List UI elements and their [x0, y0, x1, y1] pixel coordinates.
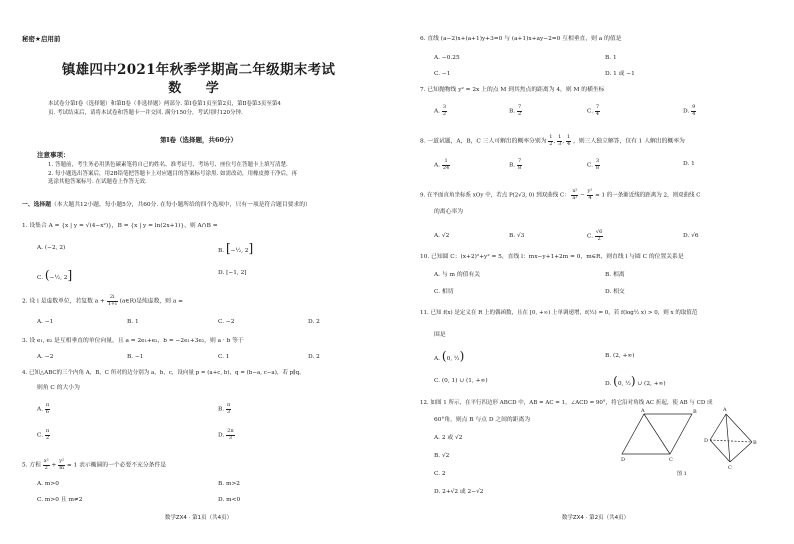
denominator: 8: [595, 164, 600, 171]
fraction: [442, 105, 447, 117]
question-12-stem-2: 60°角，则点 B 与点 D 之间的距离为: [434, 417, 531, 423]
fraction: [595, 230, 603, 242]
numerator: 2π: [227, 428, 234, 434]
q3-option-b: B. −1: [127, 354, 144, 360]
option-letter: B.: [218, 406, 225, 413]
point-label-c: C: [728, 465, 732, 471]
point-label-c: C: [669, 457, 673, 463]
option-letter: A.: [434, 356, 441, 362]
edge: [710, 414, 726, 440]
denominator: 6: [45, 408, 50, 415]
point-label-b: B: [693, 409, 697, 415]
denominator: 2: [597, 235, 601, 242]
intro-line: 页. 考试结束后，请将本试卷和答题卡一并交回. 满分150分，考试用时120分钟.: [48, 109, 243, 116]
q1-option-d: D. [−1, 2]: [218, 270, 247, 276]
q4-option-b: [218, 403, 231, 415]
edge: [726, 414, 752, 442]
q2-option-c: C. −2: [218, 319, 235, 325]
numerator: x²: [43, 458, 49, 464]
q5-option-b: B. m>2: [218, 481, 240, 487]
option-letter: C.: [587, 162, 594, 169]
paren-open: (: [613, 374, 618, 388]
subject-title: 数 学: [168, 81, 229, 96]
stem-part: (a∈R)是纯虚数，则 a =: [119, 298, 183, 305]
fraction: [691, 105, 696, 117]
q6-option-b: B. 1: [605, 55, 617, 61]
question-3-stem: 3. 设 e₁, e₂ 是互相垂直的单位向量，且 a = 2e₁+e₂，b = −2e₁+3e₂，则 a · b 等于: [22, 338, 244, 344]
bracket-close: ]: [248, 241, 254, 255]
numerator: 3: [595, 158, 600, 164]
section-label: 一、选择题: [22, 202, 51, 208]
point-label-a: A: [723, 407, 727, 413]
plus-sign: +: [51, 462, 57, 469]
q10-option-b: B. 相离: [605, 272, 625, 278]
option-letter: C.: [587, 108, 594, 115]
fraction: [566, 135, 571, 147]
paren-close: ): [630, 374, 636, 388]
q10-option-d: D. 相交: [605, 289, 625, 295]
numerator: 2i: [107, 295, 118, 302]
intro-paragraph: [48, 100, 378, 117]
note-line: 1. 答题前，考生务必用黑色碳素笔将自己的姓名、准考证号、考场号、座位号在答题卡上填写清楚.: [48, 162, 288, 168]
denominator: 3: [558, 140, 562, 147]
question-8-stem: 8. 一道试题，A，B，C 三人可解出的概率分别为 $\frac{1}{2}$ , $\frac{1}{3}$ , $\frac{1}{4}$ ，则三人独立解答，仅有 1 人解出的概率为: [420, 134, 685, 147]
q7-option-c: [587, 105, 600, 117]
numerator: π: [45, 402, 50, 408]
stem-part: 9. 在平面直角坐标系 xOy 中，若点 P(2√3, 0) 到双曲线 C：: [420, 192, 570, 199]
page-footer: 数学ZX4 · 第1页（共4页）: [164, 515, 233, 521]
edge: [726, 414, 730, 462]
paren-open: (: [441, 349, 447, 363]
q1-option-a: A. (−2, 2): [37, 245, 66, 251]
page-footer: 数学ZX4 · 第2页（共4页）: [561, 515, 630, 521]
interval: −½, 2: [49, 275, 68, 281]
denominator: a²: [572, 194, 578, 201]
denominator: 2: [44, 464, 48, 471]
fraction: [517, 159, 522, 171]
q9-option-d: D. √6: [683, 233, 699, 239]
numerator: y²: [587, 188, 593, 194]
option-letter: C.: [587, 233, 594, 240]
denominator: 3: [227, 408, 231, 415]
diagonal-ac: [644, 414, 670, 454]
confidential-label: 秘密★启用前: [22, 35, 61, 43]
stem-part: = 1 的一条渐近线的距离为 2，则双曲线 C: [595, 192, 701, 199]
option-letter: B.: [509, 162, 516, 169]
volume-heading: 第Ⅰ卷（选择题，共60分）: [159, 136, 238, 144]
hidden-edge: [710, 440, 752, 442]
section-heading: [22, 203, 311, 209]
stem-part: = 1 表示椭圆的一个必要不充分条件是: [66, 462, 167, 469]
q2-option-d: D. 2: [308, 319, 320, 325]
option-letter: D.: [605, 381, 612, 387]
q12-option-b: B. √2: [434, 453, 450, 459]
union-part: ∪ (2, +∞): [637, 381, 666, 387]
fraction: [548, 135, 553, 147]
q4-option-a: [37, 403, 50, 415]
stem-part: 8. 一道试题，A，B，C 三人可解出的概率分别为: [420, 138, 547, 145]
q12-option-a: A. 2 或 √2: [434, 435, 463, 441]
q9-option-c: [587, 230, 603, 242]
q5-option-d: D. m<0: [218, 497, 241, 503]
question-2-stem: [22, 295, 183, 307]
numerator: 1: [567, 134, 571, 140]
numerator: 1: [558, 134, 562, 140]
q7-option-d: [683, 105, 696, 117]
fraction: [45, 429, 50, 441]
note-line: 2. 每小题选出答案后，用2B铅笔把答题卡上对应题目的答案标号涂黑. 如需改动，用橡皮擦干净后，再: [48, 170, 298, 177]
fraction: [557, 135, 562, 147]
option-letter: C.: [37, 275, 44, 281]
denominator: 4: [595, 110, 600, 117]
denominator: 8: [517, 164, 522, 171]
q6-option-c: C. −1: [434, 71, 451, 77]
bracket-open: (: [44, 268, 50, 282]
q3-option-d: D. 2: [308, 354, 320, 360]
denominator: 2: [45, 434, 50, 441]
option-letter: B.: [218, 248, 225, 254]
question-4-stem: 4. 已知△ABC的三个内角 A，B，C 所对的边分别为 a，b，c，设向量 p = (a+c, b)，q = (b−a, c−a)，若 p∥q，: [22, 370, 305, 376]
interval: 0, ½: [617, 381, 631, 387]
fraction: [45, 403, 50, 415]
section-instructions: （本大题共12小题，每小题5分，共60分. 在每小题所给的四个选项中，只有一项是符合题目要求的）: [51, 202, 311, 208]
denominator: 2: [549, 140, 553, 147]
fraction: [587, 189, 594, 201]
minus-sign: −: [580, 192, 585, 199]
q8-option-d: D. 1: [683, 161, 695, 167]
numerator: 1: [442, 159, 450, 166]
question-4-stem-2: 则角 C 的大小为: [37, 385, 80, 391]
denominator: 3: [228, 434, 232, 441]
numerator: x²: [572, 188, 578, 194]
fraction: [571, 189, 578, 201]
numerator: 3: [442, 104, 447, 110]
note-line: 选涂其他答案标号. 在试题卷上作答无效.: [48, 179, 147, 186]
option-letter: D.: [683, 108, 690, 115]
interval: −½, 2: [230, 248, 249, 254]
exam-title: 镇雄四中2021年秋季学期高二年级期末考试: [61, 62, 336, 78]
fraction: [58, 459, 65, 471]
denominator: 1+i: [107, 300, 117, 307]
q8-option-c: [587, 159, 600, 171]
question-6-stem: 6. 直线 (a−2)x+(a+1)y+3=0 与 (a+1)x+ay−2=0 互相垂直，则 a 的值是: [420, 36, 622, 42]
question-9-stem-2: 的离心率为: [434, 209, 463, 215]
question-11-stem-2: 围是: [434, 332, 446, 338]
stem-part: 2. 设 i 是虚数单位，若复数 a +: [22, 298, 105, 305]
bracket-open: [: [225, 241, 231, 255]
stem-part: 5. 方程: [22, 462, 41, 469]
q7-option-b: [509, 105, 522, 117]
question-7-stem: 7. 已知抛物线 y² = 2x 上的点 M 到其焦点的距离为 4，则 M 的横坐标: [420, 87, 605, 93]
denominator: 4: [692, 110, 696, 117]
q8-option-b: [509, 159, 522, 171]
denominator: 2: [517, 110, 522, 117]
figure-1-parallelogram-and-tetrahedron: [622, 402, 772, 480]
q9-option-a: A. √2: [434, 233, 450, 239]
numerator: 9: [692, 104, 696, 110]
option-letter: C.: [37, 432, 44, 439]
q1-option-c: [37, 269, 72, 282]
edge: [730, 442, 752, 462]
fraction: [226, 403, 231, 415]
question-11-stem: 11. 已知 f(x) 是定义在 R 上的偶函数，且在 [0, +∞) 上单调递增，f(½) = 0，若 f(log½ x) > 0，则 x 的取值范: [420, 310, 698, 316]
q9-option-b: B. √3: [509, 233, 525, 239]
q1-option-b: [218, 242, 253, 255]
question-12-stem: 12. 如图 1 所示，在平行四边形 ABCD 中，AB = AC = 1，∠ACD = 90°，将它沿对角线 AC 折起，使 AB 与 CD 成: [420, 400, 713, 406]
notes-heading: 注意事项：: [37, 151, 70, 159]
fraction: [107, 295, 118, 307]
point-label-b: B: [753, 440, 757, 446]
fraction: [595, 159, 600, 171]
option-letter: D.: [218, 432, 225, 439]
fraction: [43, 459, 50, 471]
q4-option-c: [37, 429, 50, 441]
q8-option-a: [434, 159, 450, 171]
denominator: m: [59, 464, 64, 471]
q2-option-a: A. −1: [37, 319, 54, 325]
fraction: [595, 105, 600, 117]
question-5-stem: [22, 459, 166, 471]
q11-option-d: [605, 375, 666, 388]
intro-line: 本试卷分第Ⅰ卷（选择题）和第Ⅱ卷（非选择题）两部分. 第Ⅰ卷第1页至第2页，第Ⅱ卷第3页至第4: [48, 101, 281, 107]
q6-option-d: D. 1 或 −1: [605, 71, 635, 77]
q11-option-b: B. (2, +∞): [605, 353, 635, 359]
q3-option-c: C. 1: [218, 354, 230, 360]
question-1-stem: 1. 设集合 A = {x | y = √(4−x²)}，B = {x | y = ln(2x+1)}，则 A∩B =: [22, 223, 218, 229]
question-9-stem: [420, 189, 700, 201]
q11-option-a: [434, 350, 464, 363]
interval: 0, ½: [446, 356, 460, 362]
option-letter: B.: [509, 108, 516, 115]
q12-option-d: D. 2+√2 或 2−√2: [434, 489, 484, 495]
figure-caption: 图 1: [677, 471, 687, 477]
numerator: y²: [59, 458, 65, 464]
q7-option-a: [434, 105, 447, 117]
point-label-a: A: [641, 408, 645, 414]
q6-option-a: A. −0.25: [434, 55, 460, 61]
option-letter: A.: [434, 108, 441, 115]
numerator: 7: [517, 104, 522, 110]
option-letter: A.: [37, 406, 44, 413]
q3-option-a: A. −2: [37, 354, 54, 360]
numerator: 7: [595, 104, 600, 110]
q12-option-c: C. 2: [434, 471, 446, 477]
option-letter: A.: [434, 162, 441, 169]
q10-option-c: C. 相切: [434, 289, 454, 295]
q10-option-a: A. 与 m 的值有关: [434, 272, 481, 278]
point-label-d: D: [704, 438, 709, 444]
denominator: 2: [442, 110, 447, 117]
paren-close: ): [459, 349, 465, 363]
bracket-close: ]: [67, 268, 73, 282]
question-10-stem: 10. 已知圆 C：(x+2)²+y² = 5，直线 l：mx−y+1+2m = 0，m∈R，则直线 l 与圆 C 的位置关系是: [420, 254, 684, 260]
edge: [710, 440, 730, 462]
denominator: 24: [442, 164, 450, 171]
exam-page-2: [397, 0, 794, 544]
numerator: π: [226, 402, 231, 408]
denominator: 4: [567, 140, 571, 147]
denominator: 4: [588, 194, 592, 201]
q11-option-c: C. (0, 1) ∪ (1, +∞): [434, 378, 488, 384]
fraction: [442, 159, 450, 171]
numerator: 1: [549, 134, 553, 140]
point-label-d: D: [621, 457, 626, 463]
notes-list: [48, 161, 378, 187]
fraction: [517, 105, 522, 117]
numerator: √6: [595, 229, 603, 235]
fraction: [226, 429, 234, 441]
numerator: 7: [517, 158, 522, 164]
q5-option-c: C. m>0 且 m≠2: [37, 497, 83, 503]
q4-option-d: [218, 429, 235, 441]
numerator: π: [45, 428, 50, 434]
q2-option-b: B. 1: [127, 319, 139, 325]
stem-part: ，则三人独立解答，仅有 1 人解出的概率为: [573, 138, 685, 145]
q5-option-a: A. m>0: [37, 481, 59, 487]
